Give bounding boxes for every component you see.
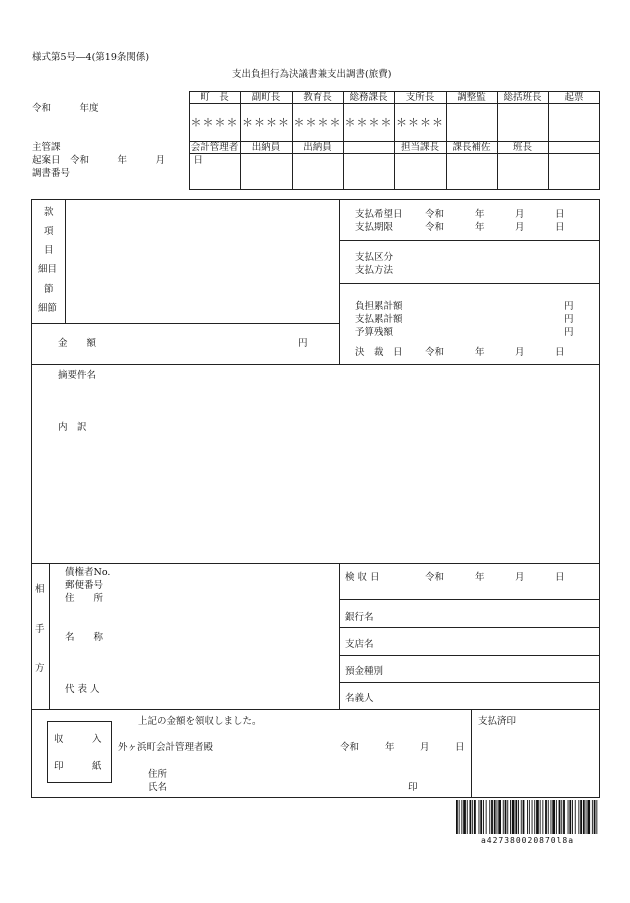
day-label: 日 [555,347,565,358]
postal-code-label: 郵便番号 [65,580,104,591]
budget-category-2: 目 [44,245,54,256]
budget-category-4: 節 [44,284,54,295]
barcode-bar [479,800,480,834]
account-type-label: 預金種別 [345,666,384,677]
approval-header-6: 総括班長 [503,92,542,103]
barcode-bar [507,800,508,834]
barcode-bar [575,800,576,834]
approval-header-5: 調整監 [457,92,486,103]
barcode-bar [483,800,484,834]
revenue-stamp-top: 収 入 [54,734,102,745]
barcode-text: a427380020870l8a [480,836,575,845]
barcode-bar [583,800,585,834]
approval-header-1: 副町長 [251,92,281,103]
paid-stamp-label: 支払済印 [478,716,517,727]
barcode-bar [523,800,525,834]
inspection-date-label: 検 収 日 [345,572,380,583]
barcode-bar [545,800,547,834]
department-label: 主管課 [32,142,61,153]
year-label: 年 [475,209,485,220]
burden-total-label: 負担累計額 [355,301,403,312]
name-label: 名 称 [65,632,104,643]
form-title: 支出負担行為決議書兼支出調書(旅費) [232,69,392,80]
receipt-statement: 上記の金額を領収しました。 [138,716,262,727]
receipt-address-label: 住所 [148,769,168,780]
barcode-bar [489,800,490,834]
approval-header-4: 支所長 [405,92,435,103]
approval-subheader-5: 課長補佐 [452,142,491,153]
barcode-bar [463,800,466,834]
approval-subheader-6: 班長 [512,142,532,153]
barcode-bar [563,800,565,834]
paid-total-label: 支払累計額 [355,314,403,325]
address-label: 住 所 [65,593,104,604]
barcode-bar [497,800,498,834]
era-label: 令和 [425,222,445,233]
barcode-bar [592,800,593,834]
barcode-bar [515,800,517,834]
budget-category-3: 細目 [38,264,58,275]
barcode-bar [561,800,562,834]
barcode-bar [572,800,573,834]
draft-date: 起案日 令和 年 月 日 [32,155,204,166]
seal-label: 印 [408,782,418,793]
budget-balance-label: 予算残額 [355,327,394,338]
barcode [455,800,600,838]
barcode-bar [534,800,535,834]
year-label: 年 [475,347,485,358]
barcode-bar [542,800,543,834]
barcode-bar [505,800,507,834]
budget-category-5: 細節 [38,303,58,314]
approval-mark-3: ＊＊＊＊ [344,116,393,129]
era-label: 令和 [425,347,445,358]
amount-label: 金 額 [58,338,97,349]
approval-mark-1: ＊＊＊＊ [242,116,290,129]
barcode-bar [532,800,533,834]
approval-subheader-1: 出納員 [251,142,281,153]
side-label-3: 方 [35,663,45,674]
yen-label: 円 [564,301,574,312]
barcode-bar [529,800,530,834]
detail-label: 内 訳 [58,422,87,433]
representative-label: 代 表 人 [65,684,100,695]
receipt-addressee: 外ヶ浜町会計管理者殿 [118,742,214,753]
barcode-bar [467,800,468,834]
barcode-bar [480,800,482,834]
summary-section [31,364,600,564]
month-label: 月 [515,572,525,583]
month-label: 月 [515,347,525,358]
approval-mark-2: ＊＊＊＊ [293,116,342,129]
barcode-bar [470,800,472,834]
approval-mark-4: ＊＊＊＊ [396,116,444,129]
barcode-bar [552,800,555,834]
side-label-1: 相 [35,584,45,595]
barcode-bar [559,800,561,834]
approval-mark-0: ＊＊＊＊ [190,116,239,129]
counterparty-section [31,563,600,710]
year-label: 年 [475,572,485,583]
branch-label: 支店名 [345,639,374,650]
year-label: 年 [475,222,485,233]
desired-date-label: 支払希望日 [355,209,403,220]
barcode-bar [594,800,596,834]
barcode-bar [461,800,462,834]
year-label: 年 [385,742,395,753]
barcode-bar [510,800,511,834]
approval-subheader-4: 担当課長 [400,142,439,153]
era-label: 令和 [425,209,445,220]
revenue-stamp-bottom: 印 紙 [54,761,102,772]
barcode-bar [498,800,501,834]
yen-label: 円 [564,314,574,325]
approval-header-0: 町 長 [200,92,229,103]
approval-subheader-2: 出納員 [303,142,332,153]
barcode-bar [491,800,493,834]
month-label: 月 [515,222,525,233]
barcode-bar [486,800,487,834]
barcode-bar [456,800,458,834]
subject-label: 摘要件名 [58,370,97,381]
bank-label: 銀行名 [345,612,374,623]
deadline-label: 支払期限 [355,222,394,233]
payment-method-label: 支払方法 [355,265,394,276]
barcode-bar [569,800,571,834]
account-holder-label: 名義人 [345,693,374,704]
era-label: 令和 [425,572,445,583]
barcode-bar [521,800,522,834]
day-label: 日 [555,572,565,583]
budget-category-0: 款 [44,207,54,218]
payment-class-label: 支払区分 [355,252,394,263]
form-number: 様式第5号―4(第19条関係) [32,52,150,63]
approval-header-3: 総務課長 [349,92,388,103]
side-label-2: 手 [35,624,45,635]
month-label: 月 [420,742,430,753]
barcode-bar [587,800,590,834]
creditor-number-label: 債権者No. [65,567,111,578]
era-label: 令和 [340,742,360,753]
barcode-bar [540,800,541,834]
amount-yen: 円 [298,338,308,349]
revenue-stamp-box [47,721,112,783]
barcode-bar [551,800,552,834]
decision-date-label: 決 裁 日 [355,347,403,358]
barcode-bar [472,800,473,834]
document-number: 調書番号 [32,168,71,179]
barcode-bar [527,800,528,834]
barcode-bar [556,800,557,834]
budget-category-1: 項 [44,226,54,237]
day-label: 日 [555,222,565,233]
fiscal-year: 令和 年度 [32,103,99,114]
barcode-bar [578,800,579,834]
barcode-bar [586,800,587,834]
barcode-bar [568,800,569,834]
barcode-bar [503,800,504,834]
barcode-bar [474,800,476,834]
receipt-name-label: 氏名 [148,782,168,793]
barcode-bar [548,800,549,834]
barcode-bar [536,800,539,834]
barcode-bar [459,800,460,834]
day-label: 日 [455,742,465,753]
barcode-bar [596,800,597,834]
day-label: 日 [555,209,565,220]
approval-header-7: 起票 [564,92,584,103]
month-label: 月 [515,209,525,220]
yen-label: 円 [564,327,574,338]
barcode-bar [512,800,515,834]
approval-header-2: 教育長 [303,92,332,103]
barcode-bar [518,800,519,834]
barcode-bar [580,800,582,834]
barcode-bar [494,800,496,834]
approval-subheader-0: 会計管理者 [190,142,239,153]
